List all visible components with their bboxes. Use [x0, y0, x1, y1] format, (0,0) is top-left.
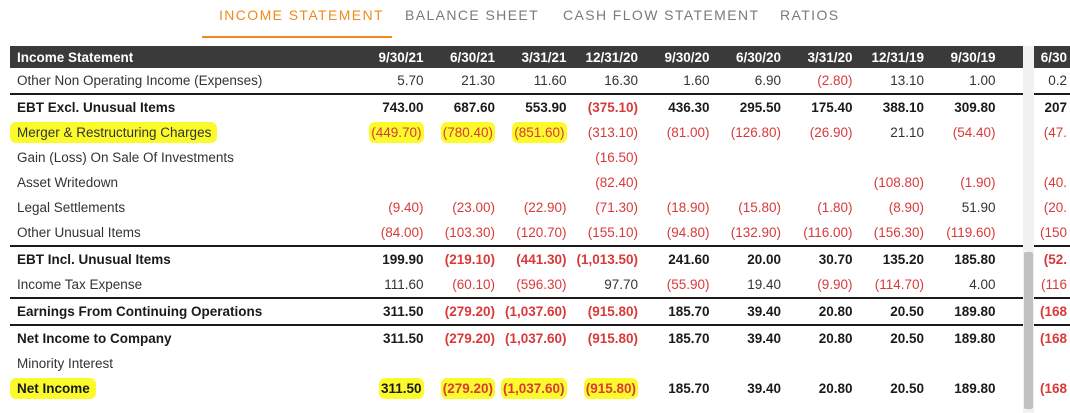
value-text: (915.80) — [587, 304, 638, 319]
value-cell — [570, 170, 642, 195]
tab-income-statement[interactable]: INCOME STATEMENT — [219, 7, 384, 23]
value-cell — [784, 120, 856, 145]
value-cell — [999, 298, 1070, 325]
value-cell — [713, 120, 785, 145]
value-cell — [498, 220, 570, 246]
value-cell — [498, 68, 570, 94]
value-cell — [927, 94, 999, 120]
header-period: 12/31/20 — [570, 46, 642, 68]
value-cell — [713, 68, 785, 94]
value-cell — [927, 298, 999, 325]
table-row — [10, 351, 1070, 376]
value-cell — [999, 351, 1070, 376]
value-cell — [498, 298, 570, 325]
value-cell — [856, 94, 928, 120]
value-text: (1,037.60) — [504, 304, 567, 319]
value-cell — [713, 220, 785, 246]
table-row — [10, 170, 1070, 195]
value-text: (126.80) — [730, 125, 781, 140]
table-row — [10, 246, 1070, 272]
value-cell — [927, 170, 999, 195]
row-label-cell — [10, 94, 355, 120]
value-text: (15.80) — [738, 200, 781, 215]
value-text: 743.00 — [382, 100, 424, 115]
table-row — [10, 220, 1070, 246]
value-cell — [570, 325, 642, 351]
value-text: (851.60) — [512, 122, 566, 143]
value-cell — [570, 246, 642, 272]
value-text: 189.80 — [954, 381, 996, 396]
value-cell — [355, 298, 427, 325]
header-period: 9/30/20 — [641, 46, 713, 68]
row-label-cell — [10, 120, 355, 145]
value-text: 21.10 — [890, 125, 924, 140]
income-statement-table-container — [10, 46, 1067, 413]
value-cell — [713, 246, 785, 272]
row-label-cell — [10, 170, 355, 195]
value-cell — [427, 94, 499, 120]
row-label: Asset Writedown — [17, 175, 119, 190]
value-text: (40. — [1043, 175, 1067, 190]
value-text: (313.10) — [587, 125, 638, 140]
value-cell — [641, 351, 713, 376]
header-period: 9/30/19 — [927, 46, 999, 68]
scrollbar-thumb[interactable] — [1024, 252, 1033, 409]
value-text: 111.60 — [384, 277, 424, 292]
value-text: (155.10) — [587, 225, 638, 240]
value-cell — [355, 246, 427, 272]
value-text: (375.10) — [587, 100, 638, 115]
value-cell — [713, 298, 785, 325]
value-cell — [784, 376, 856, 401]
header-period: 9/30/21 — [355, 46, 427, 68]
value-cell — [856, 145, 928, 170]
value-text: 16.30 — [604, 73, 638, 88]
value-cell — [355, 376, 427, 401]
value-text: (18.90) — [666, 200, 710, 215]
value-cell — [999, 246, 1070, 272]
row-label-cell — [10, 145, 355, 170]
row-label-cell — [10, 220, 355, 246]
value-text: 0.2 — [1048, 73, 1067, 88]
value-cell — [427, 376, 499, 401]
value-cell — [641, 94, 713, 120]
value-cell — [570, 94, 642, 120]
value-cell — [427, 220, 499, 246]
row-label: Earnings From Continuing Operations — [17, 304, 263, 319]
value-text: (168 — [1039, 381, 1067, 396]
row-label: Gain (Loss) On Sale Of Investments — [17, 150, 234, 165]
value-text: (22.90) — [523, 200, 567, 215]
value-text: (1,037.60) — [501, 378, 567, 399]
value-text: (168 — [1039, 331, 1067, 346]
value-cell — [498, 376, 570, 401]
value-cell — [641, 246, 713, 272]
value-text: 175.40 — [811, 100, 853, 115]
value-text: 20.80 — [818, 331, 853, 346]
value-text: (81.00) — [666, 125, 710, 140]
value-cell — [713, 376, 785, 401]
value-text: (8.90) — [888, 200, 924, 215]
value-text: (71.30) — [595, 200, 638, 215]
tab-balance-sheet[interactable]: BALANCE SHEET — [405, 7, 540, 23]
value-text: 97.70 — [604, 277, 638, 292]
value-cell — [713, 351, 785, 376]
value-text: 20.50 — [890, 304, 924, 319]
value-text: (84.00) — [380, 225, 424, 240]
value-text: (1,013.50) — [576, 252, 638, 267]
value-text: 6.90 — [754, 73, 781, 88]
tab-bar — [0, 0, 1034, 40]
header-period: 3/31/20 — [784, 46, 856, 68]
value-cell — [427, 195, 499, 220]
value-text: 185.80 — [954, 252, 996, 267]
value-text: (55.90) — [666, 277, 710, 292]
value-cell — [713, 145, 785, 170]
value-cell — [427, 120, 499, 145]
value-text: 311.50 — [382, 304, 424, 319]
value-cell — [498, 351, 570, 376]
table-row — [10, 376, 1070, 401]
value-text: 185.70 — [668, 331, 710, 346]
value-text: 21.30 — [461, 73, 495, 88]
value-text: (1.90) — [960, 175, 996, 190]
value-cell — [999, 220, 1070, 246]
value-cell — [856, 246, 928, 272]
value-text: (116.00) — [803, 225, 853, 240]
value-text: (279.20) — [441, 378, 495, 399]
value-text: 687.60 — [453, 100, 495, 115]
row-label: Net Income to Company — [17, 331, 172, 346]
value-text: (9.40) — [388, 200, 424, 215]
value-text: (26.90) — [809, 125, 853, 140]
value-cell — [570, 195, 642, 220]
value-cell — [856, 325, 928, 351]
value-text: 20.80 — [818, 381, 853, 396]
value-cell — [498, 120, 570, 145]
value-cell — [498, 246, 570, 272]
row-label: Legal Settlements — [17, 200, 126, 215]
table-header-row — [10, 46, 1070, 68]
value-text: (116 — [1040, 277, 1067, 292]
value-text: (279.20) — [444, 331, 495, 346]
value-text: 135.20 — [882, 252, 924, 267]
value-text: 311.50 — [379, 378, 424, 399]
header-period: 12/31/19 — [856, 46, 928, 68]
value-text: (596.30) — [516, 277, 567, 292]
row-label: EBT Excl. Unusual Items — [17, 100, 176, 115]
row-label: EBT Incl. Unusual Items — [17, 252, 171, 267]
income-statement-table — [10, 46, 1070, 401]
value-cell — [355, 120, 427, 145]
value-cell — [784, 246, 856, 272]
table-row — [10, 272, 1070, 298]
value-text: 20.80 — [818, 304, 853, 319]
active-tab-indicator — [202, 36, 392, 38]
value-text: 185.70 — [668, 304, 710, 319]
value-cell — [999, 120, 1070, 145]
value-cell — [641, 325, 713, 351]
value-text: 295.50 — [739, 100, 781, 115]
value-cell — [355, 220, 427, 246]
value-cell — [355, 272, 427, 298]
value-cell — [570, 272, 642, 298]
value-cell — [355, 94, 427, 120]
row-label-cell — [10, 246, 355, 272]
value-text: (47. — [1043, 125, 1067, 140]
value-cell — [498, 195, 570, 220]
value-cell — [713, 272, 785, 298]
value-text: (9.90) — [817, 277, 853, 292]
value-cell — [355, 170, 427, 195]
value-cell — [784, 325, 856, 351]
value-cell — [427, 351, 499, 376]
value-cell — [999, 195, 1070, 220]
row-label-cell — [10, 351, 355, 376]
value-text: 185.70 — [668, 381, 710, 396]
value-text: (1.80) — [817, 200, 853, 215]
value-cell — [784, 220, 856, 246]
value-cell — [784, 195, 856, 220]
value-text: (54.40) — [952, 125, 996, 140]
value-text: 1.60 — [683, 73, 710, 88]
value-cell — [355, 195, 427, 220]
value-text: (60.10) — [452, 277, 495, 292]
value-cell — [570, 220, 642, 246]
value-text: (168 — [1039, 304, 1067, 319]
value-cell — [498, 170, 570, 195]
table-row — [10, 145, 1070, 170]
row-label-cell — [10, 68, 355, 94]
value-text: 4.00 — [969, 277, 996, 292]
value-cell — [999, 272, 1070, 298]
value-cell — [570, 298, 642, 325]
value-cell — [570, 351, 642, 376]
row-label-cell — [10, 195, 355, 220]
row-label-cell — [10, 298, 355, 325]
row-label: Merger & Restructuring Charges — [10, 122, 217, 143]
row-label-cell — [10, 325, 355, 351]
value-cell — [927, 325, 999, 351]
header-period: 6/30/20 — [713, 46, 785, 68]
value-text: 241.60 — [668, 252, 710, 267]
value-cell — [856, 220, 928, 246]
value-cell — [927, 351, 999, 376]
table-row — [10, 195, 1070, 220]
value-cell — [498, 94, 570, 120]
value-text: (82.40) — [595, 175, 638, 190]
value-cell — [713, 195, 785, 220]
value-cell — [999, 68, 1070, 94]
value-cell — [999, 145, 1070, 170]
value-text: 199.90 — [382, 252, 424, 267]
value-cell — [427, 170, 499, 195]
value-cell — [641, 220, 713, 246]
value-cell — [641, 120, 713, 145]
value-cell — [713, 170, 785, 195]
value-text: 189.80 — [954, 304, 996, 319]
row-label-cell — [10, 376, 355, 401]
value-cell — [355, 325, 427, 351]
value-cell — [927, 120, 999, 145]
value-cell — [784, 272, 856, 298]
value-text: 20.50 — [890, 381, 924, 396]
value-text: 20.00 — [747, 252, 781, 267]
value-cell — [355, 68, 427, 94]
header-title: Income Statement — [10, 46, 355, 68]
value-cell — [498, 325, 570, 351]
value-cell — [427, 272, 499, 298]
value-cell — [927, 195, 999, 220]
value-cell — [784, 94, 856, 120]
row-label: Other Non Operating Income (Expenses) — [17, 73, 263, 88]
value-text: 189.80 — [954, 331, 996, 346]
value-cell — [856, 195, 928, 220]
value-text: 30.70 — [818, 252, 853, 267]
value-cell — [355, 145, 427, 170]
value-cell — [856, 351, 928, 376]
table-body — [10, 68, 1070, 401]
vertical-scrollbar[interactable] — [1023, 46, 1034, 413]
value-text: 436.30 — [668, 100, 710, 115]
value-cell — [498, 145, 570, 170]
value-cell — [856, 376, 928, 401]
value-text: (103.30) — [444, 225, 495, 240]
value-cell — [999, 94, 1070, 120]
value-text: 39.40 — [747, 304, 781, 319]
value-text: 5.70 — [397, 73, 424, 88]
header-period: 3/31/21 — [498, 46, 570, 68]
value-text: (780.40) — [441, 122, 495, 143]
value-text: (219.10) — [444, 252, 495, 267]
value-cell — [927, 376, 999, 401]
value-text: (1,037.60) — [504, 331, 567, 346]
value-text: 309.80 — [954, 100, 996, 115]
row-label: Other Unusual Items — [17, 225, 141, 240]
value-cell — [641, 272, 713, 298]
value-text: 553.90 — [525, 100, 567, 115]
value-text: (20. — [1043, 200, 1067, 215]
value-text: 39.40 — [747, 331, 781, 346]
value-cell — [570, 145, 642, 170]
value-cell — [570, 376, 642, 401]
value-cell — [713, 94, 785, 120]
table-row — [10, 120, 1070, 145]
value-cell — [570, 68, 642, 94]
value-text: 1.00 — [969, 73, 996, 88]
value-text: (114.70) — [874, 277, 924, 292]
value-text: (94.80) — [666, 225, 710, 240]
table-row — [10, 94, 1070, 120]
value-text: (2.80) — [817, 73, 853, 88]
row-label: Income Tax Expense — [17, 277, 143, 292]
value-cell — [427, 68, 499, 94]
value-cell — [856, 120, 928, 145]
value-text: 39.40 — [747, 381, 781, 396]
value-cell — [641, 145, 713, 170]
value-cell — [641, 68, 713, 94]
value-text: (108.80) — [873, 175, 924, 190]
value-cell — [427, 298, 499, 325]
value-cell — [999, 170, 1070, 195]
value-cell — [784, 145, 856, 170]
row-label-cell — [10, 272, 355, 298]
value-cell — [927, 220, 999, 246]
value-cell — [427, 246, 499, 272]
value-text: (23.00) — [452, 200, 495, 215]
value-text: (915.80) — [587, 331, 638, 346]
value-text: 20.50 — [890, 331, 924, 346]
value-text: 388.10 — [882, 100, 924, 115]
value-text: (441.30) — [516, 252, 567, 267]
value-cell — [999, 325, 1070, 351]
value-cell — [641, 298, 713, 325]
value-text: (156.30) — [873, 225, 924, 240]
value-text: 207 — [1044, 100, 1067, 115]
value-text: (120.70) — [516, 225, 567, 240]
value-cell — [641, 376, 713, 401]
value-cell — [641, 195, 713, 220]
value-text: (449.70) — [369, 122, 423, 143]
value-text: (279.20) — [444, 304, 495, 319]
value-text: 11.60 — [533, 73, 567, 88]
value-text: 311.50 — [382, 331, 424, 346]
value-cell — [570, 120, 642, 145]
value-text: 13.10 — [890, 73, 924, 88]
value-cell — [784, 351, 856, 376]
value-cell — [999, 376, 1070, 401]
table-row — [10, 68, 1070, 94]
value-cell — [427, 145, 499, 170]
tab-cash-flow-statement[interactable]: CASH FLOW STATEMENT — [563, 7, 760, 23]
value-text: (915.80) — [584, 378, 638, 399]
value-cell — [498, 272, 570, 298]
value-cell — [856, 272, 928, 298]
value-cell — [784, 298, 856, 325]
value-text: 19.40 — [747, 277, 781, 292]
value-cell — [856, 68, 928, 94]
table-row — [10, 298, 1070, 325]
tab-ratios[interactable]: RATIOS — [780, 7, 840, 23]
table-row — [10, 325, 1070, 351]
value-text: 51.90 — [961, 200, 996, 215]
value-text: (132.90) — [730, 225, 781, 240]
row-label: Net Income — [10, 378, 96, 399]
value-cell — [856, 298, 928, 325]
value-cell — [927, 145, 999, 170]
value-cell — [927, 246, 999, 272]
value-cell — [927, 68, 999, 94]
value-cell — [355, 351, 427, 376]
value-cell — [784, 68, 856, 94]
value-cell — [713, 325, 785, 351]
value-cell — [927, 272, 999, 298]
value-cell — [427, 325, 499, 351]
value-text: (52. — [1043, 252, 1067, 267]
header-period: 6/30/21 — [427, 46, 499, 68]
value-cell — [784, 170, 856, 195]
header-period: 6/30 — [999, 46, 1070, 68]
value-text: (119.60) — [946, 225, 996, 240]
value-cell — [856, 170, 928, 195]
value-cell — [641, 170, 713, 195]
value-text: (16.50) — [595, 150, 638, 165]
row-label: Minority Interest — [17, 356, 114, 371]
value-text: (150 — [1039, 225, 1067, 240]
